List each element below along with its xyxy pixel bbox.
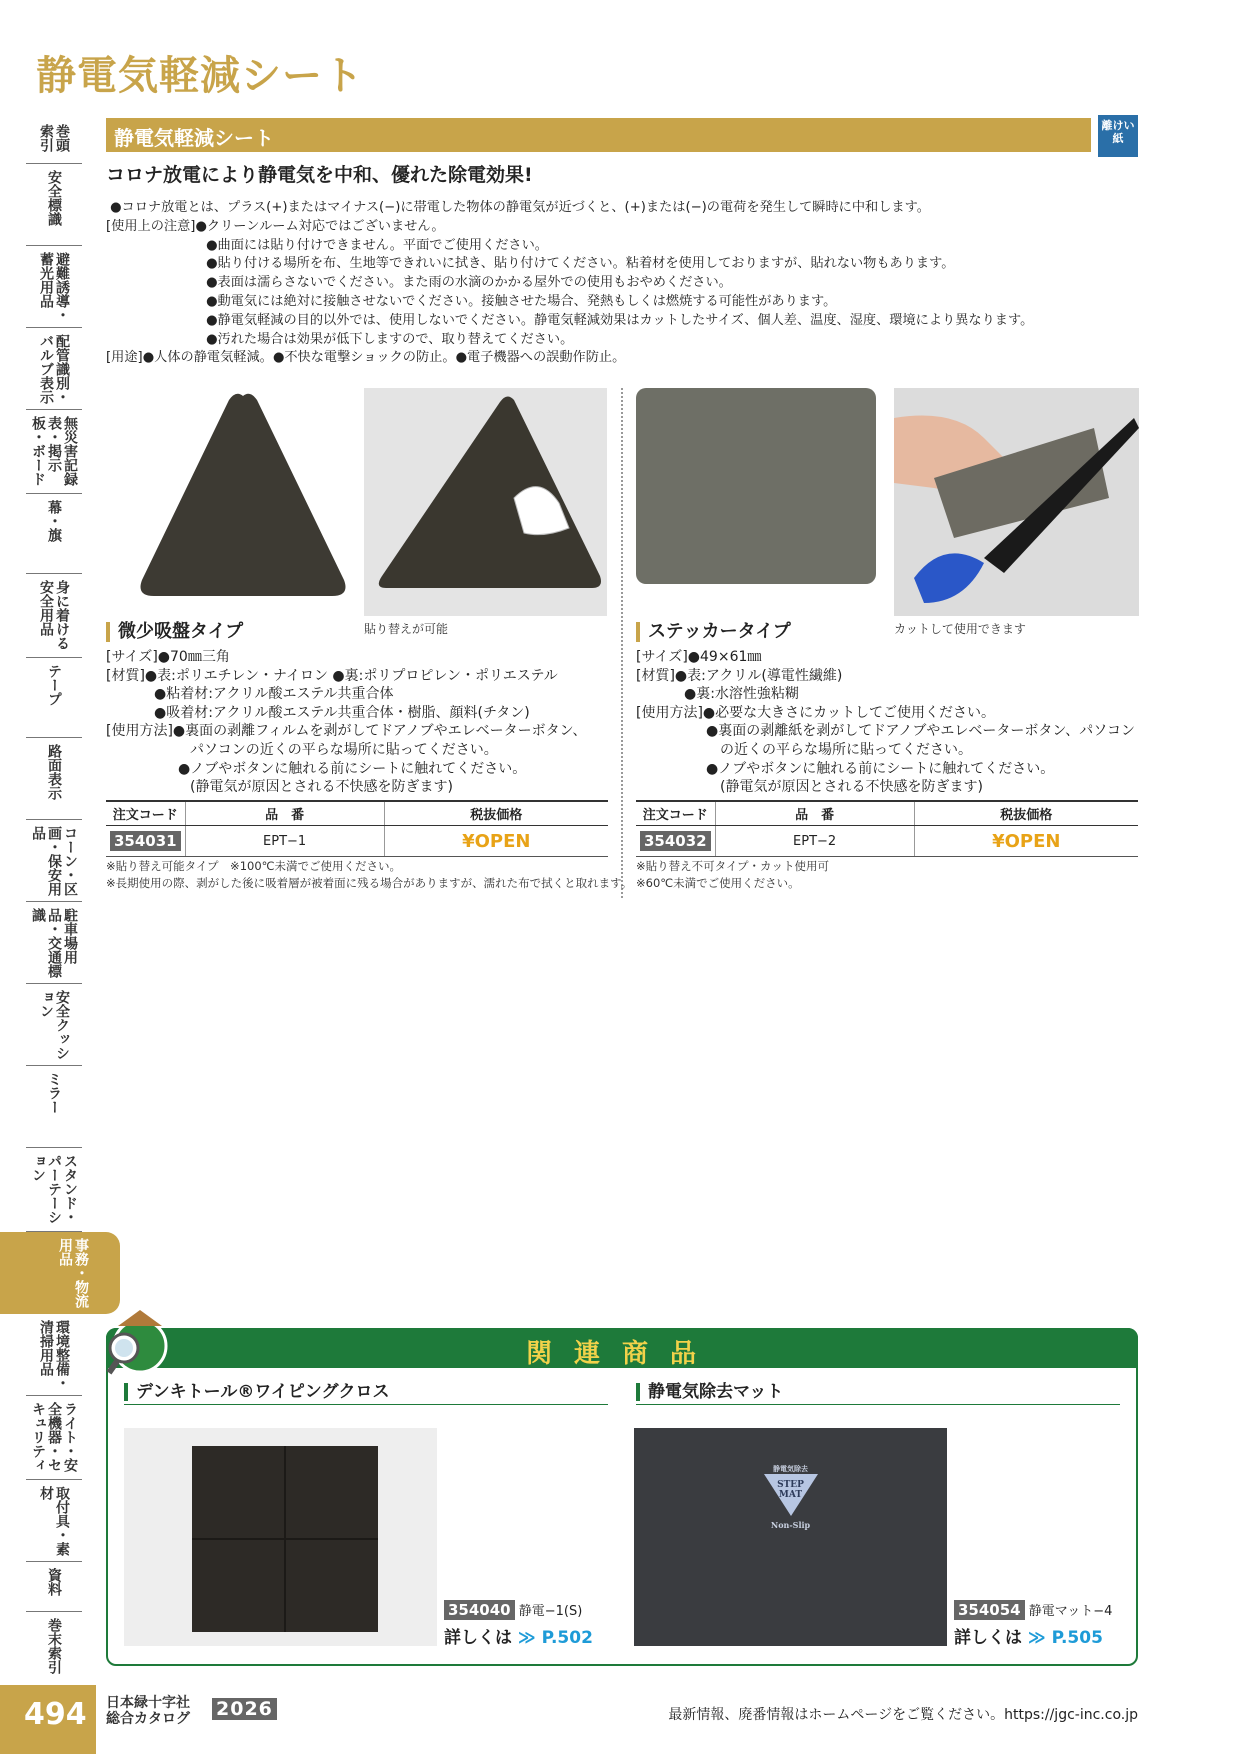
- side-tab-5[interactable]: 幕・旗: [26, 494, 82, 574]
- spec-line: [材質]●表:アクリル(導電性繊維): [636, 667, 843, 684]
- table-row: [636, 826, 1138, 857]
- spec-line: [材質]●表:ポリエチレン・ナイロン ●裏:ポリプロピレン・ポリエステル: [106, 667, 558, 684]
- product-spec: [636, 648, 1141, 797]
- page-reference: P.502: [541, 1628, 593, 1648]
- spec-line: パソコンの近くの平らな場所に貼ってください。: [190, 741, 498, 758]
- related-heading-rule: [636, 1404, 1120, 1405]
- side-tab-11[interactable]: 安全クッション: [26, 984, 82, 1066]
- spec-line: [使用方法]●裏面の剥離フィルムを剥がしてドアノブやエレベーターボタン、: [106, 723, 587, 740]
- spec-line: [サイズ]●49×61㎜: [636, 649, 762, 665]
- table-header: 品 番: [185, 801, 384, 826]
- note-line: ※長期使用の際、剥がした後に吸着層が被着面に残る場合がありますが、濡れた布で拭くと取れます。: [106, 876, 633, 890]
- double-chevron-icon: ≫: [517, 1628, 536, 1648]
- sticker-sheet-image: [636, 388, 876, 584]
- side-index-tabs: [26, 118, 89, 1682]
- spec-line: ●吸着材:アクリル酸エステル共重合体・樹脂、顔料(チタン): [154, 704, 530, 721]
- product-caption: カットして使用できます: [894, 622, 1026, 636]
- see-label: 詳しくは: [444, 1628, 512, 1648]
- part-number: EPT−1: [185, 826, 384, 857]
- order-code: 354040: [444, 1600, 515, 1620]
- order-code: 354054: [954, 1600, 1025, 1620]
- use-line: [用途]●人体の静電気軽減。●不快な電撃ショックの防止。●電子機器への誤動作防止。: [106, 350, 626, 366]
- side-tab-16[interactable]: ライト・安全機器・セキュリティ: [26, 1396, 82, 1480]
- wiping-cloth-image: [192, 1446, 378, 1632]
- mat-label: STEP: [777, 1480, 804, 1490]
- caution-row: [106, 218, 1033, 237]
- related-products-title: 関連商品: [525, 1339, 718, 1369]
- see-label: 詳しくは: [954, 1628, 1022, 1648]
- spec-line: [サイズ]●70㎜三角: [106, 649, 230, 665]
- side-tab-19[interactable]: 巻末索引: [46, 1618, 62, 1674]
- see-page-link[interactable]: [954, 1623, 1103, 1648]
- footer-note[interactable]: 最新情報、廃番情報はホームページをご覧ください。https://jgc-inc.co.jp: [668, 1707, 1138, 1723]
- side-tab-6[interactable]: 身に着ける安全用品: [26, 574, 82, 658]
- side-tab-15[interactable]: 環境整備・清掃用品: [26, 1314, 82, 1396]
- side-tab-12[interactable]: ミラー: [26, 1066, 82, 1148]
- caution-item: ●汚れた場合は効果が低下しますので、取り替えてください。: [206, 331, 574, 347]
- product-caption: 貼り替えが可能: [364, 622, 449, 636]
- product-notes: [106, 858, 632, 892]
- related-heading: デンキトール®ワイピングクロス: [124, 1383, 611, 1401]
- page-reference: P.505: [1051, 1628, 1103, 1648]
- mascot-detective-icon: [102, 1304, 172, 1378]
- side-tab-17[interactable]: 取付具・素材: [26, 1480, 82, 1562]
- product-spec: [106, 648, 616, 797]
- table-header: 注文コード: [106, 801, 185, 826]
- caution-item: ●静電気軽減の目的以外では、使用しないでください。静電気軽減効果はカットしたサイズ、個人差、温度、湿度、環境により異なります。: [206, 312, 1034, 328]
- catalog-year: 2026: [212, 1698, 277, 1720]
- section-header-title: 静電気軽減シート: [114, 126, 274, 150]
- spec-line: (静電気が原因とされる不快感を防ぎます): [720, 779, 983, 796]
- caution-label: [使用上の注意]: [106, 218, 196, 234]
- double-chevron-icon: ≫: [1027, 1628, 1046, 1648]
- spec-line: ●ノブやボタンに触れる前にシートに触れてください。: [706, 760, 1055, 777]
- spec-line: ●裏面の剥離紙を剥がしてドアノブやエレベーターボタン、パソコン: [706, 723, 1135, 740]
- related-heading: 静電気除去マット: [636, 1383, 1118, 1401]
- spec-line: の近くの平らな場所に貼ってください。: [720, 741, 972, 758]
- section-header-bar: [106, 118, 1091, 152]
- side-tab-8[interactable]: 路面表示: [26, 738, 82, 820]
- catalog-line: 総合カタログ: [106, 1711, 190, 1727]
- related-heading-rule: [124, 1404, 608, 1405]
- side-tab-3[interactable]: 配管識別・バルブ表示: [26, 328, 82, 410]
- page-title: 静電気軽減シート: [36, 53, 364, 99]
- side-tab-13[interactable]: スタンド・パーテーション: [26, 1148, 82, 1232]
- caution-item: ●表面は濡らさないでください。また雨の水滴のかかる屋外での使用もおやめください。: [206, 275, 732, 291]
- caution-item: ●曲面には貼り付けできません。平面でご使用ください。: [206, 237, 548, 253]
- side-tab-14-active[interactable]: 事務・物流用品: [0, 1232, 120, 1314]
- spec-line: ●ノブやボタンに触れる前にシートに触れてください。: [178, 760, 527, 777]
- table-header: 税抜価格: [914, 801, 1138, 826]
- side-tab-10[interactable]: 駐車場用品・交通標識: [26, 902, 82, 984]
- product-notes: [636, 858, 829, 892]
- table-header: 税抜価格: [384, 801, 608, 826]
- price: ¥OPEN: [992, 830, 1061, 852]
- side-tab-9[interactable]: コーン・区画・保安用品: [26, 820, 82, 902]
- side-tab-4[interactable]: 無災害記録表・掲示板・ボード: [26, 410, 82, 494]
- part-number: 静電マット−4: [1028, 1604, 1113, 1619]
- section-subtitle: コロナ放電により静電気を中和、優れた除電効果!: [106, 164, 533, 186]
- spec-line: (静電気が原因とされる不快感を防ぎます): [190, 779, 453, 796]
- product-heading: ステッカータイプ: [636, 622, 791, 642]
- price: ¥OPEN: [462, 830, 531, 852]
- spec-line: ●粘着材:アクリル酸エステル共重合体: [154, 686, 394, 703]
- page-number: 494: [24, 1697, 87, 1732]
- triangle-sheet-peel-photo: [364, 388, 607, 616]
- related-products-bar: [106, 1328, 1138, 1368]
- mat-label: 静電気除去: [773, 1465, 808, 1473]
- note-line: ※60℃未満でご使用ください。: [636, 876, 800, 890]
- table-row: [106, 826, 608, 857]
- side-tab-7[interactable]: テープ: [26, 658, 82, 738]
- note-line: ※貼り替え可能タイプ ※100℃未満でご使用ください。: [106, 859, 402, 873]
- part-number: EPT−2: [715, 826, 914, 857]
- caution-item: ●貼り付ける場所を布、生地等できれいに拭き、貼り付けてください。粘着材を使用しておりますが、貼れない物もあります。: [206, 256, 955, 272]
- see-page-link[interactable]: [444, 1623, 593, 1648]
- caution-item: ●動電気には絶対に接触させないでください。接触させた場合、発熱もしくは燃焼する可能性があります。: [206, 293, 837, 309]
- description-block: [106, 199, 1033, 368]
- catalog-line: 日本緑十字社: [106, 1695, 190, 1711]
- side-tab-18[interactable]: 資料: [26, 1562, 82, 1612]
- spec-line: [使用方法]●必要な大きさにカットしてご使用ください。: [636, 704, 995, 721]
- related-code-row: [444, 1600, 582, 1619]
- related-code-row: [954, 1600, 1112, 1619]
- triangle-sheet-image: [136, 390, 350, 602]
- order-code: 354032: [640, 831, 711, 851]
- caution-item: ●クリーンルーム対応ではございません。: [195, 218, 445, 234]
- description-line: ●コロナ放電とは、プラス(+)またはマイナス(−)に帯電した物体の静電気が近づくと、(+)または(−)の電荷を発生して瞬時に中和します。: [110, 200, 930, 215]
- side-tab-1[interactable]: 安全標識: [26, 164, 82, 246]
- table-header: 品 番: [715, 801, 914, 826]
- side-tab-0[interactable]: 巻頭索引: [26, 118, 82, 164]
- product-heading: 微少吸盤タイプ: [106, 622, 243, 642]
- column-divider: [621, 388, 623, 898]
- part-number: 静電−1(S): [518, 1604, 583, 1619]
- order-code: 354031: [110, 831, 181, 851]
- note-line: ※貼り替え不可タイプ・カット使用可: [636, 859, 829, 873]
- sticker-cut-photo: [894, 388, 1139, 616]
- mat-label: Non-Slip: [770, 1520, 811, 1530]
- release-paper-badge: 離けい紙: [1098, 115, 1138, 157]
- catalog-name: [106, 1695, 190, 1727]
- mat-label: MAT: [778, 1490, 803, 1500]
- side-tab-2[interactable]: 避難誘導・蓄光用品: [26, 246, 82, 328]
- order-table: [636, 800, 1138, 857]
- table-header: 注文コード: [636, 801, 715, 826]
- spec-line: ●裏:水溶性強粘糊: [684, 686, 799, 703]
- order-table: [106, 800, 608, 857]
- static-mat-image: [634, 1428, 947, 1646]
